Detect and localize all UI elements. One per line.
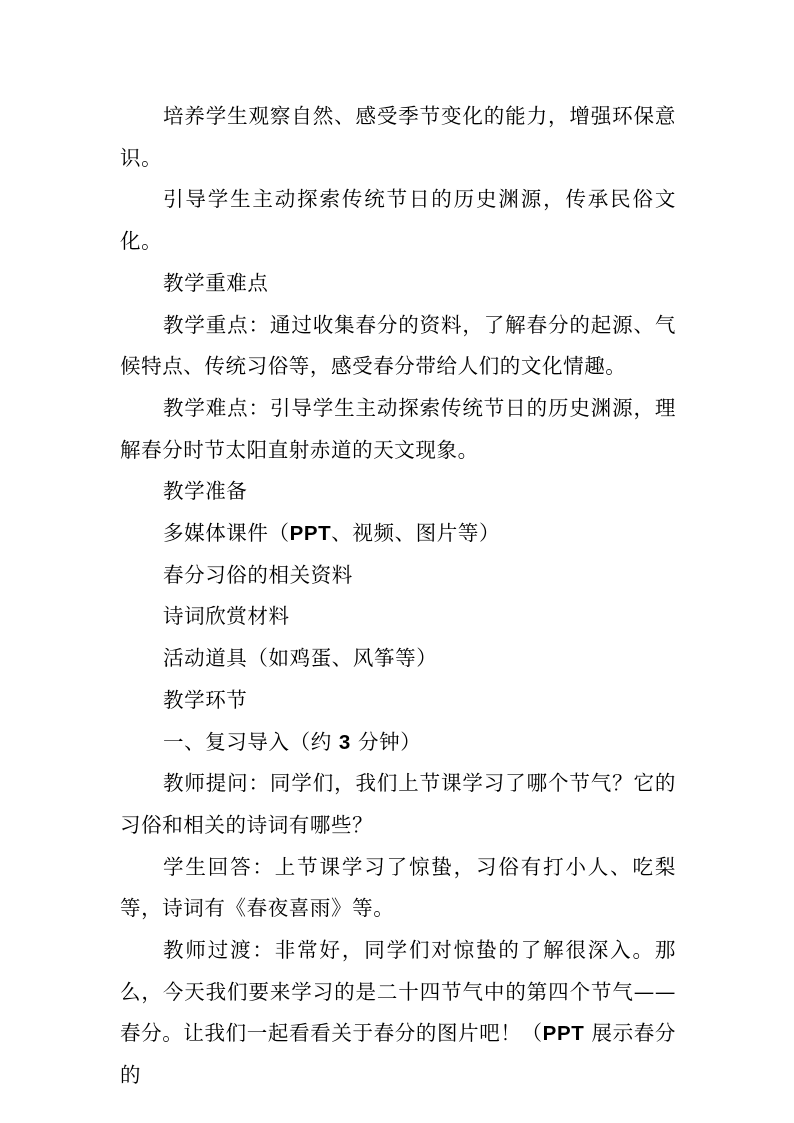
paragraph bbox=[120, 680, 676, 722]
paragraph bbox=[120, 847, 676, 930]
paragraph bbox=[120, 263, 676, 305]
text-run: 分钟） bbox=[350, 729, 422, 754]
paragraph bbox=[120, 96, 676, 179]
text-run: 教师过渡：非常好，同学们对惊蛰的了解很深入。那么，今天我们要来学习的是二十四节气中的第四个节气——春分。让我们一起看看关于春分的图片吧！（ bbox=[120, 938, 676, 1046]
paragraph bbox=[120, 596, 676, 638]
text-run: 学生回答：上节课学习了惊蛰，习俗有打小人、吃梨等，诗词有《春夜喜雨》等。 bbox=[120, 854, 676, 921]
paragraph bbox=[120, 555, 676, 597]
text-run: 引导学生主动探索传统节日的历史渊源，传承民俗文化。 bbox=[120, 187, 676, 254]
text-run: 教学重点：通过收集春分的资料，了解春分的起源、气候特点、传统习俗等，感受春分带给人们的文化情趣。 bbox=[120, 312, 676, 379]
paragraph bbox=[120, 763, 676, 846]
text-run: 一、复习导入（约 bbox=[163, 729, 339, 754]
text-run: 多媒体课件（ bbox=[163, 521, 290, 546]
text-run: 教学环节 bbox=[163, 687, 248, 712]
document-body bbox=[120, 96, 676, 1097]
bold-text-run: PPT bbox=[542, 1022, 585, 1046]
paragraph bbox=[120, 305, 676, 388]
bold-text-run: PPT bbox=[289, 522, 332, 546]
paragraph bbox=[120, 471, 676, 513]
text-run: 展示春分的 bbox=[120, 1021, 676, 1088]
text-run: 培养学生观察自然、感受季节变化的能力，增强环保意识。 bbox=[120, 104, 676, 170]
paragraph bbox=[120, 930, 676, 1097]
text-run: 教学重难点 bbox=[163, 270, 269, 295]
paragraph bbox=[120, 638, 676, 680]
paragraph bbox=[120, 513, 676, 555]
text-run: 活动道具（如鸡蛋、风筝等） bbox=[163, 646, 438, 671]
text-run: 、视频、图片等） bbox=[331, 521, 501, 546]
text-run: 教师提问：同学们，我们上节课学习了哪个节气？它的习俗和相关的诗词有哪些？ bbox=[120, 771, 676, 837]
text-run: 教学准备 bbox=[163, 479, 248, 504]
paragraph bbox=[120, 179, 676, 262]
paragraph bbox=[120, 722, 676, 764]
text-run: 诗词欣赏材料 bbox=[163, 604, 290, 629]
text-run: 春分习俗的相关资料 bbox=[163, 562, 353, 587]
paragraph bbox=[120, 388, 676, 471]
bold-text-run: 3 bbox=[338, 730, 351, 754]
text-run: 教学难点：引导学生主动探索传统节日的历史渊源，理解春分时节太阳直射赤道的天文现象。 bbox=[120, 395, 676, 462]
